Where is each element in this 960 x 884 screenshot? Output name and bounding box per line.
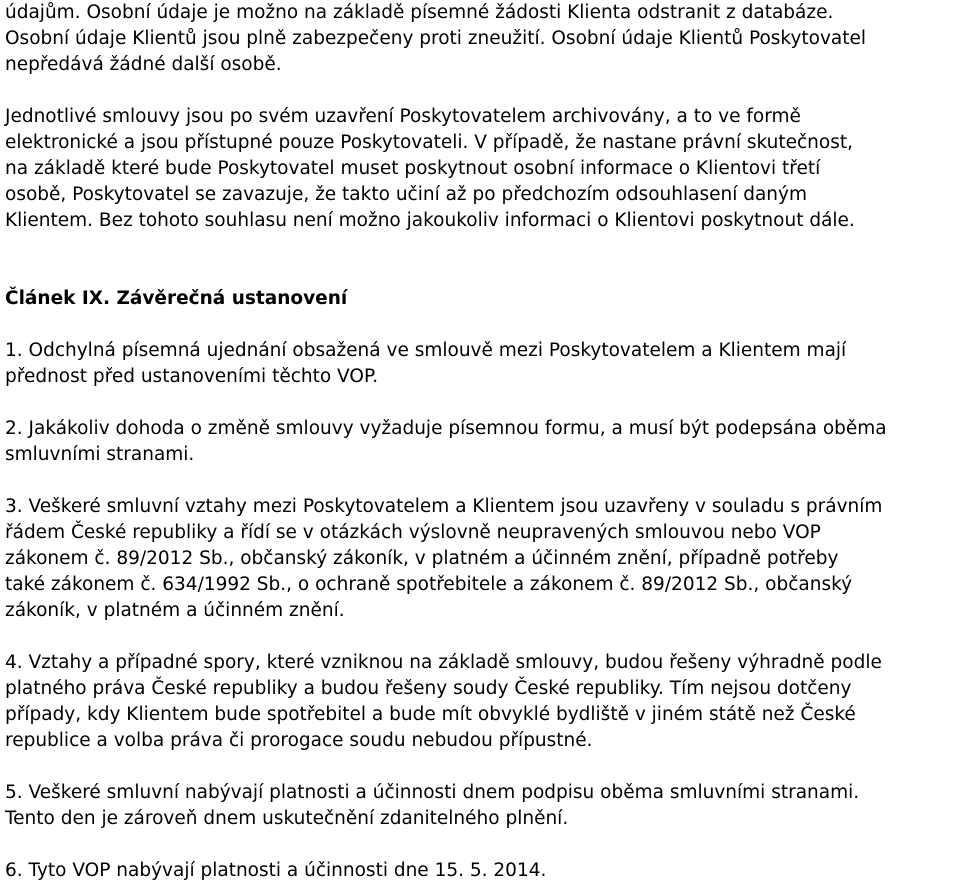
text-line: Klientem. Bez tohoto souhlasu není možno jakoukoliv informaci o Klientovi poskytnout dále. — [5, 210, 855, 231]
text-line: smluvními stranami. — [5, 444, 195, 465]
clause-5 — [5, 780, 957, 832]
text-line: Tento den je zároveň dnem uskutečnění zdanitelného plnění. — [5, 808, 569, 829]
text-line: 6. Tyto VOP nabývají platnosti a účinnosti dne 15. 5. 2014. — [5, 860, 547, 881]
text-line: 1. Odchylná písemná ujednání obsažená ve smlouvě mezi Poskytovatelem a Klientem mají — [5, 340, 847, 361]
text-line: platného práva České republiky a budou řešeny soudy České republiky. Tím nejsou dotčeny — [5, 678, 852, 699]
text-line: Osobní údaje Klientů jsou plně zabezpečeny proti zneužití. Osobní údaje Klientů Poskytovatel — [5, 28, 867, 49]
personal-data-paragraph — [5, 0, 957, 78]
paragraph-gap — [5, 832, 957, 858]
paragraph-gap — [5, 234, 957, 260]
text-line: zákonem č. 89/2012 Sb., občanský zákoník, v platném a účinném znění, případně potřeby — [5, 548, 839, 569]
text-line: také zákonem č. 634/1992 Sb., o ochraně spotřebitele a zákonem č. 89/2012 Sb., občanský — [5, 574, 853, 595]
paragraph-gap — [5, 390, 957, 416]
clause-6 — [5, 858, 957, 884]
clause-3 — [5, 494, 957, 624]
text-line: republice a volba práva či prorogace soudu nebudou přípustné. — [5, 730, 593, 751]
text-line: Jednotlivé smlouvy jsou po svém uzavření Poskytovatelem archivovány, a to ve formě — [5, 106, 801, 127]
text-line: 3. Veškeré smluvní vztahy mezi Poskytovatelem a Klientem jsou uzavřeny v souladu s právním — [5, 496, 883, 517]
archive-paragraph — [5, 104, 957, 234]
text-line: elektronické a jsou přístupné pouze Poskytovateli. V případě, že nastane právní skutečnost, — [5, 132, 854, 153]
document-page — [5, 0, 957, 884]
text-line: zákoník, v platném a účinném znění. — [5, 600, 345, 621]
text-line: přednost před ustanoveními těchto VOP. — [5, 366, 379, 387]
text-line: 2. Jakákoliv dohoda o změně smlouvy vyžaduje písemnou formu, a musí být podepsána oběma — [5, 418, 887, 439]
paragraph-gap — [5, 312, 957, 338]
text-line: řádem České republiky a řídí se v otázkách výslovně neupravených smlouvou nebo VOP — [5, 522, 821, 543]
text-line: osobě, Poskytovatel se zavazuje, že takto učiní až po předchozím odsouhlasení daným — [5, 184, 807, 205]
text-line: na základě které bude Poskytovatel muset poskytnout osobní informace o Klientovi třetí — [5, 158, 821, 179]
clause-2 — [5, 416, 957, 468]
clause-4 — [5, 650, 957, 754]
paragraph-gap — [5, 468, 957, 494]
paragraph-gap — [5, 754, 957, 780]
paragraph-gap — [5, 624, 957, 650]
text-line: 4. Vztahy a případné spory, které vzniknou na základě smlouvy, budou řešeny výhradně podle — [5, 652, 882, 673]
clause-1 — [5, 338, 957, 390]
paragraph-gap — [5, 260, 957, 286]
text-line: údajům. Osobní údaje je možno na základě písemné žádosti Klienta odstranit z databáze. — [5, 2, 834, 23]
paragraph-gap — [5, 78, 957, 104]
article-heading: Článek IX. Závěrečná ustanovení — [5, 288, 348, 309]
text-line: 5. Veškeré smluvní nabývají platnosti a účinnosti dnem podpisu oběma smluvními stranami. — [5, 782, 860, 803]
text-line: nepředává žádné další osobě. — [5, 54, 282, 75]
text-line: případy, kdy Klientem bude spotřebitel a bude mít obvyklé bydliště v jiném státě než České — [5, 704, 856, 725]
